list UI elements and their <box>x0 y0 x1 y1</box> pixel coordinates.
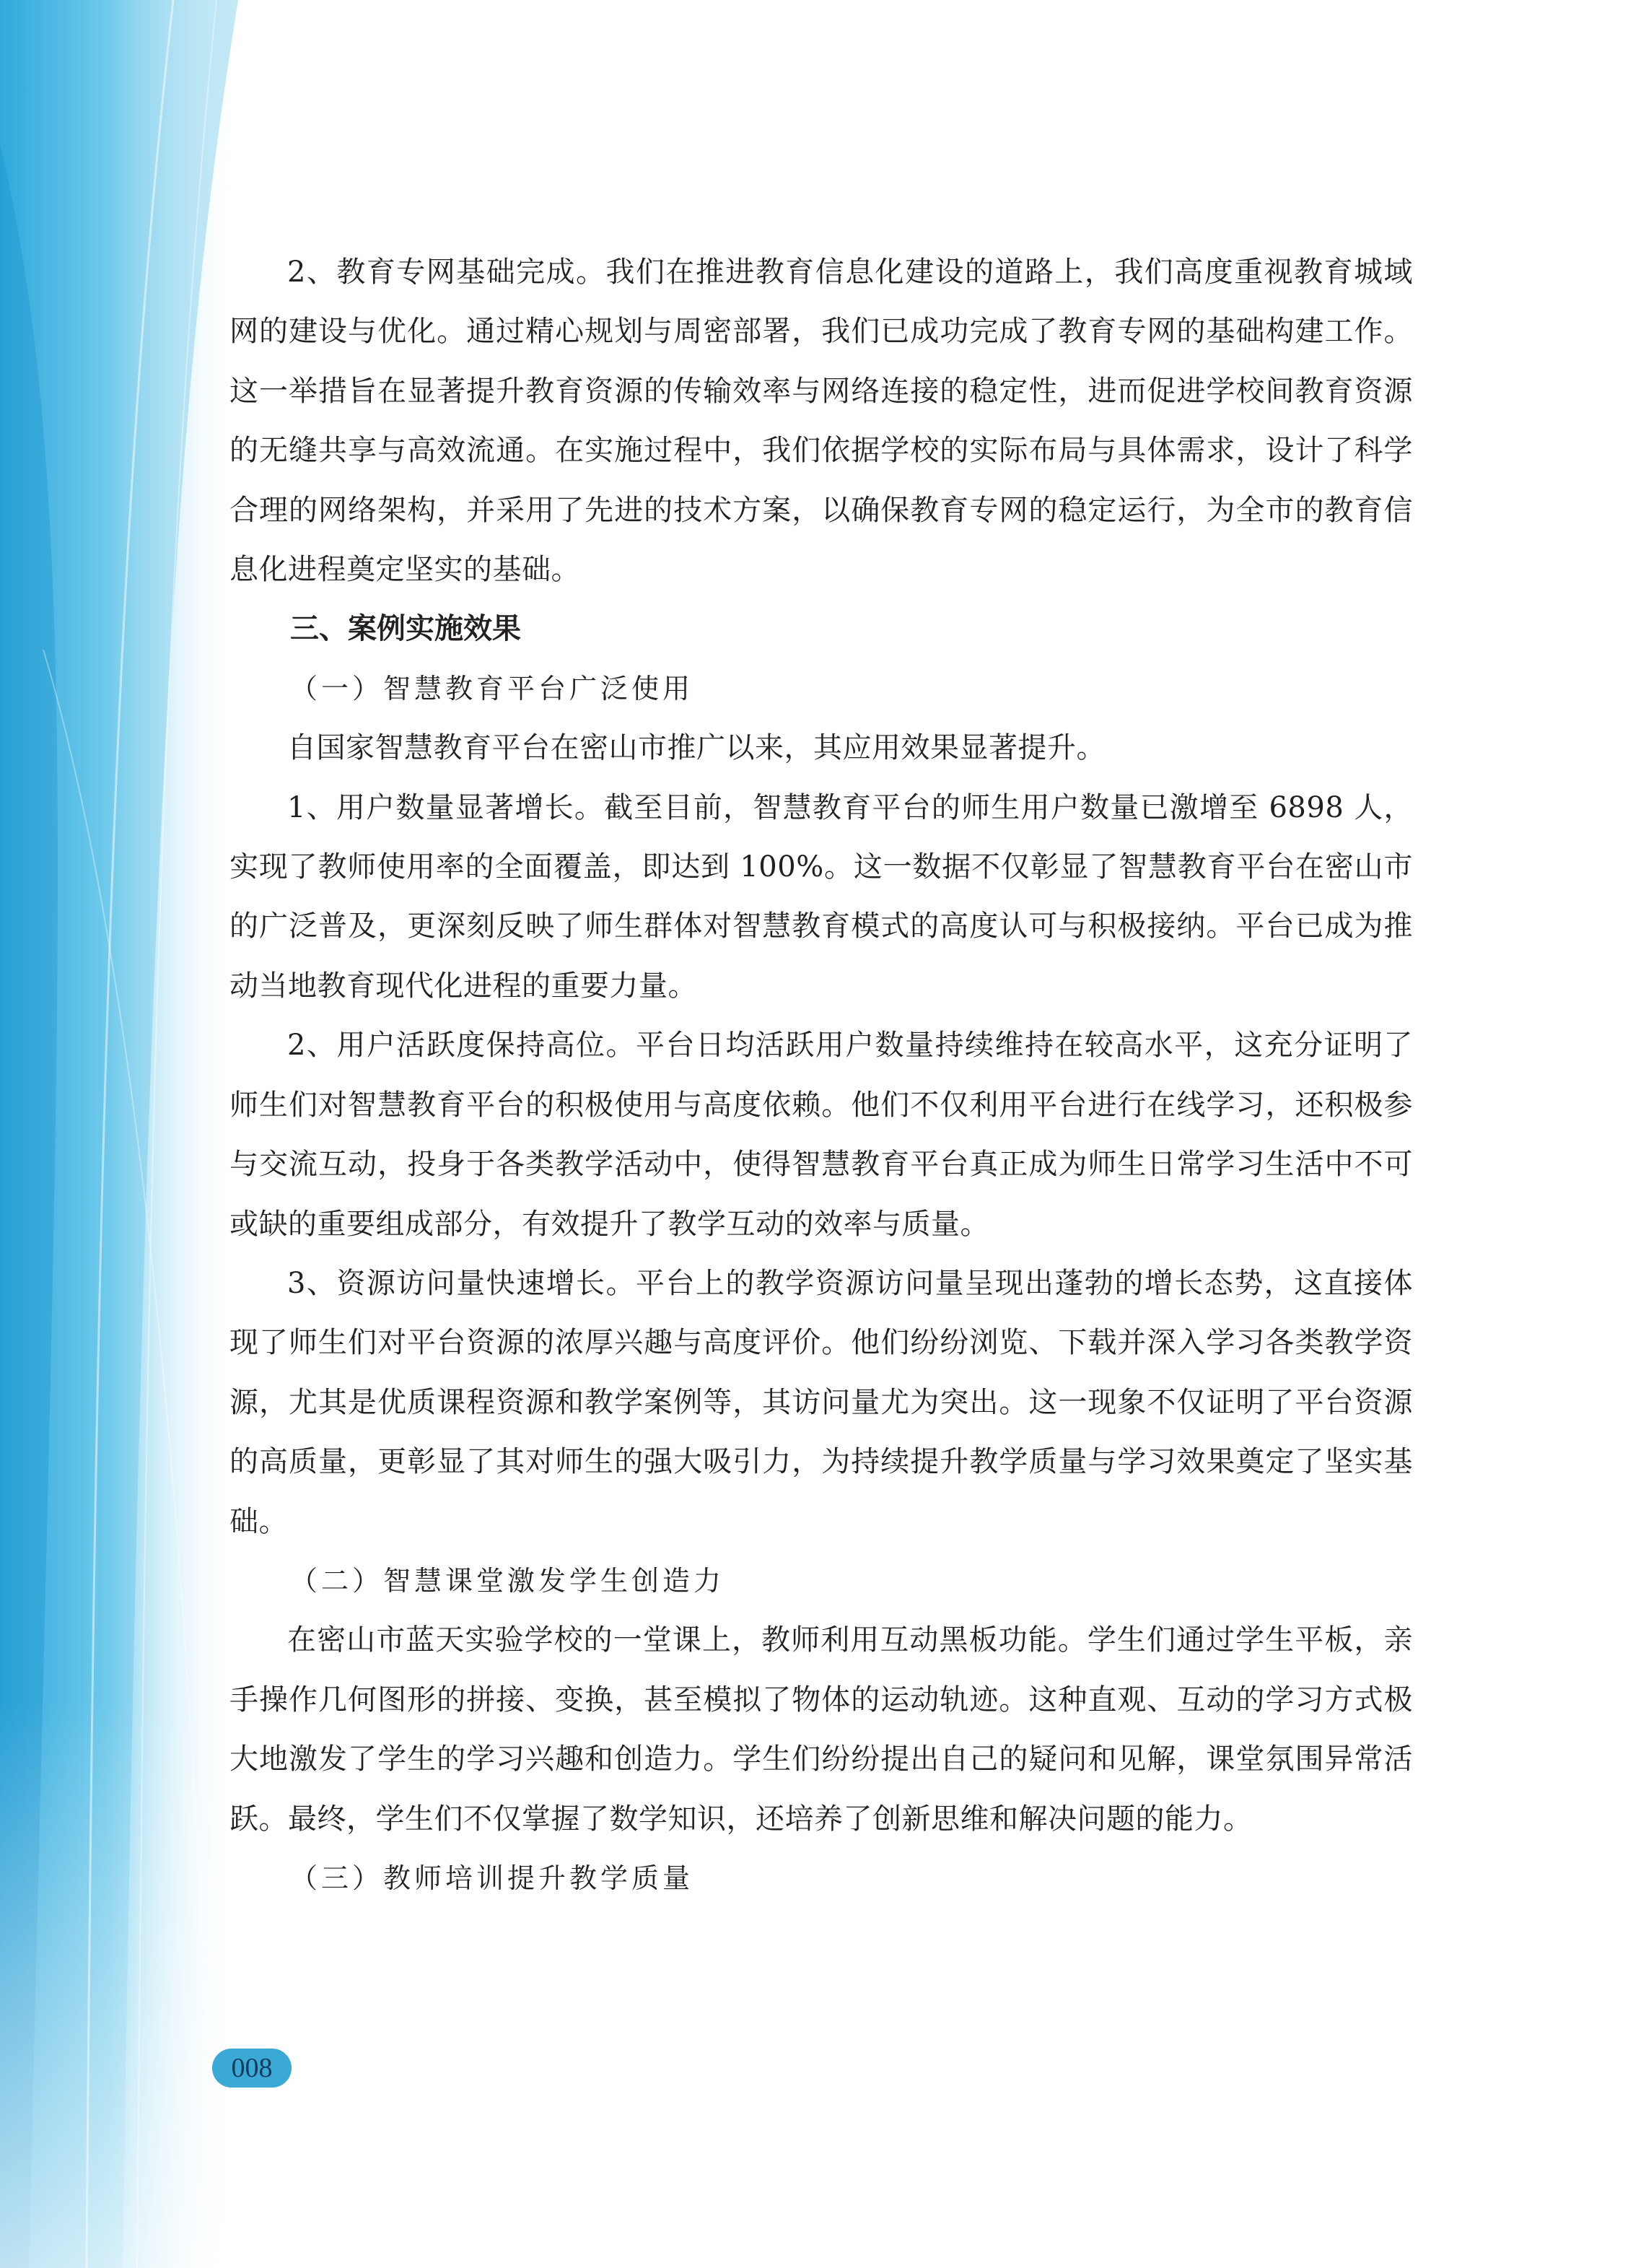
paragraph-platform-intro: 自国家智慧教育平台在密山市推广以来，其应用效果显著提升。 <box>287 731 1106 765</box>
paragraph-user-activity: 2、用户活跃度保持高位。平台日均活跃用户数量持续维持在较高水平，这充分证明了师生们对智慧教育平台的积极使用与高度依赖。他们不仅利用平台进行在线学习，还积极参与交流互动，投身于各类教学活动中，使得智慧教育平台真正成为师生日常学习生活中不可或缺的重要组成部分，有效提升了教学互动的效率与质量。 <box>229 1029 1413 1241</box>
paragraph-user-growth: 1、用户数量显著增长。截至目前，智慧教育平台的师生用户数量已激增至 6898 人，实现了教师使用率的全面覆盖，即达到 100%。这一数据不仅彰显了智慧教育平台在密山市的广泛普及，更深刻反映了师生群体对智慧教育模式的高度认可与积极接纳。平台已成为推动当地教育现代化进程的重要力量。 <box>229 790 1413 1003</box>
paragraph-resource-access: 3、资源访问量快速增长。平台上的教学资源访问量呈现出蓬勃的增长态势，这直接体现了师生们对平台资源的浓厚兴趣与高度评价。他们纷纷浏览、下载并深入学习各类教学资源，尤其是优质课程资源和教学案例等，其访问量尤为突出。这一现象不仅证明了平台资源的高质量，更彰显了其对师生的强大吸引力，为持续提升教学质量与学习效果奠定了坚实基础。 <box>229 1266 1413 1538</box>
heading-implementation-results: 三、案例实施效果 <box>290 611 521 646</box>
subheading-platform-usage: （一）智慧教育平台广泛使用 <box>290 672 694 705</box>
subheading-smart-classroom: （二）智慧课堂激发学生创造力 <box>290 1564 725 1597</box>
paragraph-network-completion: 2、教育专网基础完成。我们在推进教育信息化建设的道路上，我们高度重视教育城域网的建设与优化。通过精心规划与周密部署，我们已成功完成了教育专网的基础构建工作。这一举措旨在显著提升教育资源的传输效率与网络连接的稳定性，进而促进学校间教育资源的无缝共享与高效流通。在实施过程中，我们依据学校的实际布局与具体需求，设计了科学合理的网络架构，并采用了先进的技术方案，以确保教育专网的稳定运行，为全市的教育信息化进程奠定坚实的基础。 <box>229 256 1413 587</box>
paragraph-classroom-case: 在密山市蓝天实验学校的一堂课上，教师利用互动黑板功能。学生们通过学生平板，亲手操作几何图形的拼接、变换，甚至模拟了物体的运动轨迹。这种直观、互动的学习方式极大地激发了学生的学习兴趣和创造力。学生们纷纷提出自己的疑问和见解，课堂氛围异常活跃。最终，学生们不仅掌握了数学知识，还培养了创新思维和解决问题的能力。 <box>229 1623 1413 1836</box>
page-number-badge: 008 <box>212 2049 292 2088</box>
article-body <box>229 243 1413 1908</box>
subheading-teacher-training: （三）教师培训提升教学质量 <box>290 1862 694 1894</box>
